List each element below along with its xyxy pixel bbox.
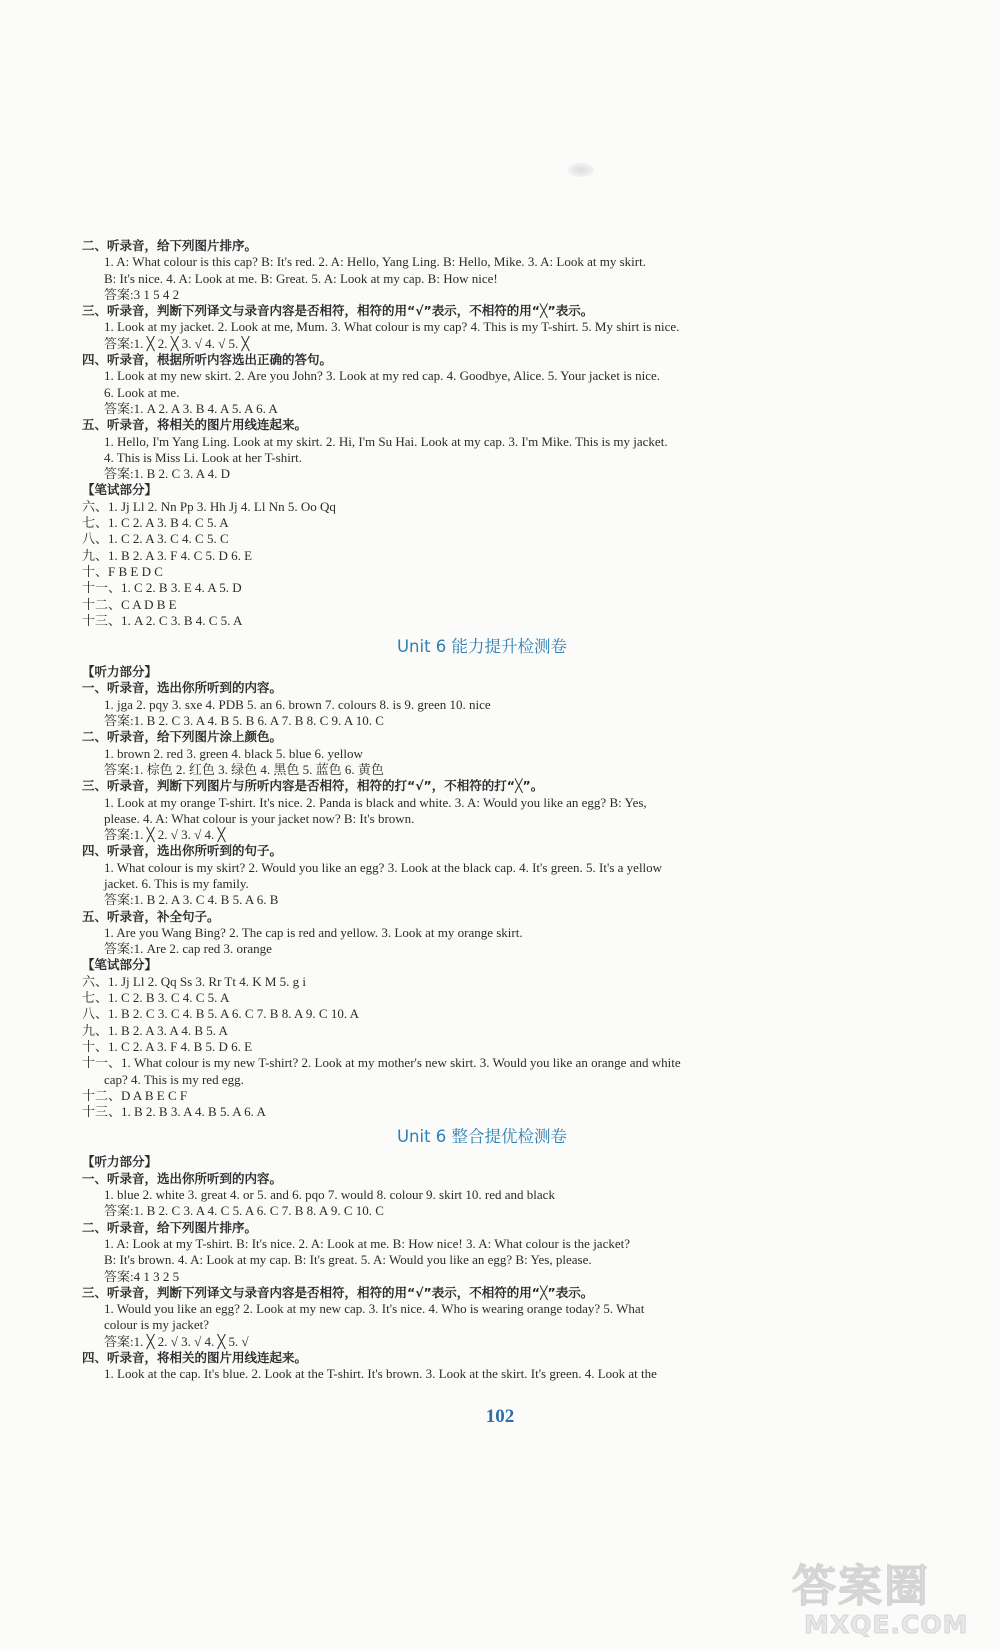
answer-line: 4. This is Miss Li. Look at her T-shirt.	[104, 449, 303, 465]
question-heading: 五、听录音，补全句子。	[82, 908, 220, 924]
page-number: 102	[485, 1406, 515, 1427]
unit6-ability-answers-block	[82, 664, 882, 1120]
unit5-answers-block	[82, 238, 882, 629]
answer-line: 十一、1. What colour is my new T-shirt? 2. Look at my mother's new skirt. 3. Would you like an orange and white	[82, 1055, 681, 1071]
answer-line: cap? 4. This is my red egg.	[104, 1071, 244, 1087]
watermark-logo	[782, 1550, 992, 1648]
question-heading: 四、听录音，选出你所听到的句子。	[82, 843, 283, 859]
answer-line: 1. Look at my orange T-shirt. It's nice. 2. Panda is black and white. 3. A: Would you like an egg? B: Yes,	[104, 794, 647, 810]
watermark-url-text: MXQE.COM	[804, 1610, 969, 1639]
answer-line: colour is my jacket?	[104, 1317, 210, 1333]
answer-line: 答案:1. Are 2. cap red 3. orange	[104, 941, 272, 957]
answer-line: 九、1. B 2. A 3. F 4. C 5. D 6. E	[82, 547, 253, 563]
answer-line: 六、1. Jj Ll 2. Qq Ss 3. Rr Tt 4. K M 5. g i	[82, 973, 307, 989]
answer-line: please. 4. A: What colour is your jacket now? B: It's brown.	[104, 810, 415, 826]
question-heading: 二、听录音，给下列图片涂上颜色。	[82, 729, 283, 745]
question-heading: 四、听录音，根据所听内容选出正确的答句。	[82, 352, 333, 368]
answer-line: 答案:1. ╳ 2. √ 3. √ 4. ╳	[104, 827, 226, 843]
answer-content	[82, 238, 882, 1383]
answer-line: 1. A: Look at my T-shirt. B: It's nice. 2. A: Look at me. B: How nice! 3. A: What colour is the jacket?	[104, 1235, 630, 1251]
answer-line: 答案:1. B 2. C 3. A 4. D	[104, 466, 231, 482]
question-heading: 五、听录音，将相关的图片用线连起来。	[82, 417, 308, 433]
answer-line: 十一、1. C 2. B 3. E 4. A 5. D	[82, 580, 242, 596]
question-heading: 【笔试部分】	[82, 957, 158, 973]
answer-line: B: It's nice. 4. A: Look at me. B: Great. 5. A: Look at my cap. B: How nice!	[104, 270, 498, 286]
answer-line: 六、1. Jj Ll 2. Nn Pp 3. Hh Jj 4. Ll Nn 5. Oo Qq	[82, 498, 336, 514]
question-heading: 四、听录音，将相关的图片用线连起来。	[82, 1350, 308, 1365]
question-heading: 一、听录音，选出你所听到的内容。	[82, 680, 283, 696]
answer-line: 答案:1. B 2. C 3. A 4. C 5. A 6. C 7. B 8. A 9. C 10. C	[104, 1203, 384, 1219]
answer-line: 答案:3 1 5 4 2	[104, 286, 180, 302]
answer-line: 答案:1. ╳ 2. √ 3. √ 4. ╳ 5. √	[104, 1333, 249, 1349]
answer-line: 答案:1. B 2. A 3. C 4. B 5. A 6. B	[104, 892, 279, 908]
answer-line: 1. blue 2. white 3. great 4. or 5. and 6. pqo 7. would 8. colour 9. skirt 10. red and black	[104, 1187, 555, 1203]
answer-line: 6. Look at me.	[104, 384, 180, 400]
answer-line: 答案:1. B 2. C 3. A 4. B 5. B 6. A 7. B 8. C 9. A 10. C	[104, 713, 384, 729]
question-heading: 【听力部分】	[82, 1154, 158, 1170]
answer-line: 十二、C A D B E	[82, 596, 177, 612]
question-heading: 一、听录音，选出你所听到的内容。	[82, 1170, 283, 1186]
answer-line: 十、F B E D C	[82, 563, 163, 579]
answer-line: 八、1. C 2. A 3. C 4. C 5. C	[82, 531, 229, 547]
answer-line: 八、1. B 2. C 3. C 4. B 5. A 6. C 7. B 8. A 9. C 10. A	[82, 1006, 360, 1022]
answer-line: 1. A: What colour is this cap? B: It's red. 2. A: Hello, Yang Ling. B: Hello, Mike. 3. A: Look at my skirt.	[104, 254, 646, 270]
question-heading: 【笔试部分】	[82, 482, 158, 498]
watermark-main-text: 答案圈	[792, 1561, 930, 1612]
answer-line: 1. What colour is my skirt? 2. Would you like an egg? 3. Look at the black cap. 4. It's green. 5. It's a yellow	[104, 859, 663, 875]
scan-smudge	[568, 163, 594, 177]
answer-line: 十、1. C 2. A 3. F 4. B 5. D 6. E	[82, 1038, 253, 1054]
answer-line: 答案:1. 棕色 2. 红色 3. 绿色 4. 黑色 5. 蓝色 6. 黄色	[104, 761, 384, 777]
answer-line: 七、1. C 2. A 3. B 4. C 5. A	[82, 515, 229, 531]
section-title-ability: Unit 6 能力提升检测卷	[396, 637, 568, 657]
answer-line: jacket. 6. This is my family.	[104, 875, 249, 891]
answer-line: 1. brown 2. red 3. green 4. black 5. blue 6. yellow	[104, 745, 363, 761]
answer-line: 1. Hello, I'm Yang Ling. Look at my skirt. 2. Hi, I'm Su Hai. Look at my cap. 3. I'm Mike. This is my jacket.	[104, 433, 668, 449]
unit6-integrated-answers-block	[82, 1154, 882, 1382]
question-heading: 三、听录音，判断下列图片与所听内容是否相符，相符的打“√”，不相符的打“╳”。	[82, 778, 544, 794]
answer-line: 九、1. B 2. A 3. A 4. B 5. A	[82, 1022, 228, 1038]
question-heading: 【听力部分】	[82, 664, 158, 680]
answer-line: 十三、1. B 2. B 3. A 4. B 5. A 6. A	[82, 1104, 266, 1120]
question-heading: 二、听录音，给下列图片排序。	[82, 1219, 258, 1235]
answer-line: 1. Are you Wang Bing? 2. The cap is red and yellow. 3. Look at my orange skirt.	[104, 924, 523, 940]
answer-line: B: It's brown. 4. A: Look at my cap. B: It's great. 5. A: Would you like an egg? B: Yes, please.	[104, 1252, 592, 1268]
answer-line: 1. Would you like an egg? 2. Look at my new cap. 3. It's nice. 4. Who is wearing orange today? 5. What	[104, 1301, 645, 1317]
answer-line: 十二、D A B E C F	[82, 1087, 188, 1103]
question-heading: 三、听录音，判断下列译文与录音内容是否相符，相符的用“√”表示，不相符的用“╳”表示。	[82, 303, 594, 319]
answer-line: 答案:4 1 3 2 5	[104, 1268, 180, 1284]
answer-line: 1. Look at my new skirt. 2. Are you John? 3. Look at my red cap. 4. Goodbye, Alice. 5. Your jacket is nice.	[104, 368, 661, 384]
answer-line: 1. jga 2. pqy 3. sxe 4. PDB 5. an 6. brown 7. colours 8. is 9. green 10. nice	[104, 696, 491, 712]
answer-line: 答案:1. ╳ 2. ╳ 3. √ 4. √ 5. ╳	[104, 335, 250, 351]
question-heading: 二、听录音，给下列图片排序。	[82, 238, 258, 253]
answer-line: 1. Look at my jacket. 2. Look at me, Mum. 3. What colour is my cap? 4. This is my T-shirt. 5. My shirt is nice.	[104, 319, 680, 335]
answer-line: 七、1. C 2. B 3. C 4. C 5. A	[82, 990, 230, 1006]
answer-line: 1. Look at the cap. It's blue. 2. Look at the T-shirt. It's brown. 3. Look at the skirt. It's green. 4. Look at the	[104, 1366, 657, 1382]
question-heading: 三、听录音，判断下列译文与录音内容是否相符，相符的用“√”表示，不相符的用“╳”表示。	[82, 1284, 594, 1300]
answer-line: 十三、1. A 2. C 3. B 4. C 5. A	[82, 612, 243, 628]
section-title-integrated: Unit 6 整合提优检测卷	[396, 1127, 568, 1147]
answer-line: 答案:1. A 2. A 3. B 4. A 5. A 6. A	[104, 400, 278, 416]
